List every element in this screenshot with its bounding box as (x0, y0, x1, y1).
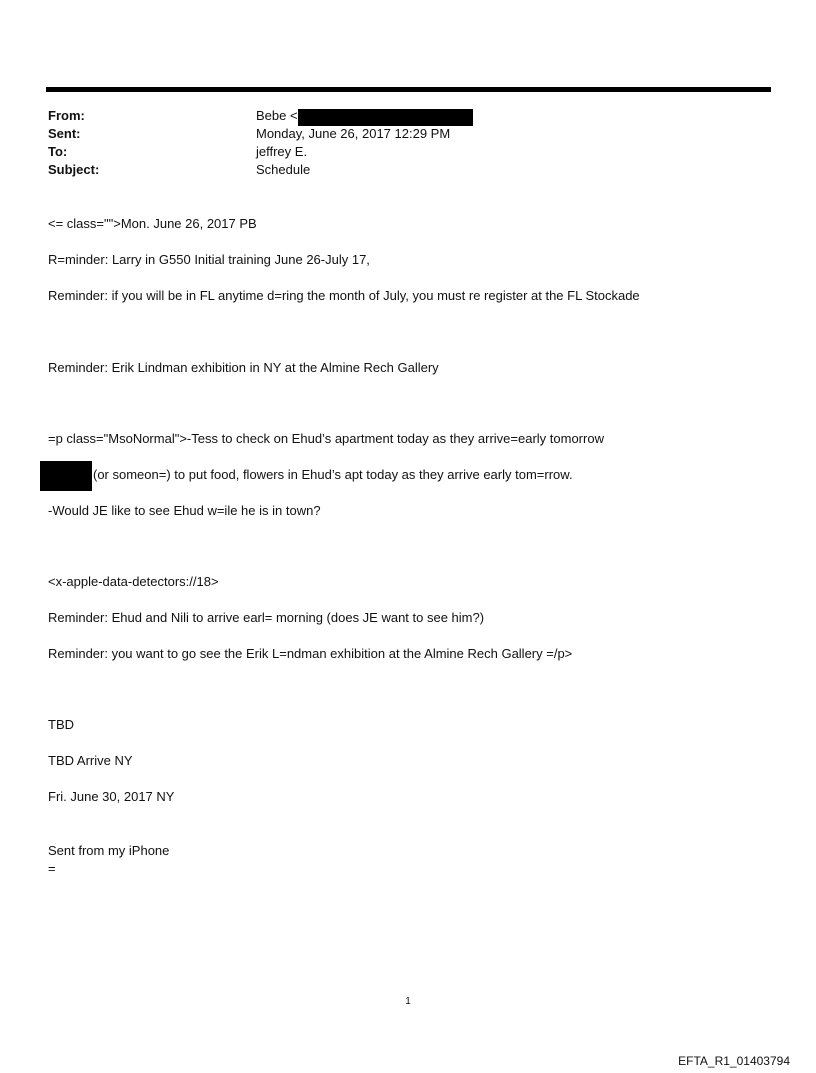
subject-label: Subject: (48, 162, 100, 177)
body-line: Reminder: Ehud and Nili to arrive earl= morning (does JE want to see him?) (48, 610, 485, 625)
sent-value: Monday, June 26, 2017 12:29 PM (256, 126, 451, 141)
body-line: (or someon=) to put food, flowers in Ehud’s apt today as they arrive early tom=rrow. (93, 467, 573, 482)
body-line: Reminder: you want to go see the Erik L=ndman exhibition at the Almine Rech Gallery =/p> (48, 646, 573, 661)
from-label: From: (48, 108, 85, 123)
to-label: To: (48, 144, 68, 159)
body-line: = (48, 861, 56, 876)
redaction-from-email (298, 109, 473, 126)
body-line: Fri. June 30, 2017 NY (48, 789, 175, 804)
body-line: <x-apple-data-detectors://18> (48, 574, 219, 589)
body-line: -Would JE like to see Ehud w=ile he is in town? (48, 503, 321, 518)
body-line: Reminder: Erik Lindman exhibition in NY at the Almine Rech Gallery (48, 360, 439, 375)
header-divider (46, 87, 771, 92)
subject-value: Schedule (256, 162, 311, 177)
body-line: =p class="MsoNormal">-Tess to check on Ehud’s apartment today as they arrive=early tomorrow (48, 431, 604, 446)
sent-label: Sent: (48, 126, 81, 141)
document-id: EFTA_R1_01403794 (678, 1054, 790, 1068)
redaction-name (40, 461, 92, 491)
from-value: Bebe < (256, 108, 298, 123)
body-line: TBD Arrive NY (48, 753, 133, 768)
signature-line: Sent from my iPhone (48, 843, 170, 858)
body-line: Reminder: if you will be in FL anytime d=ring the month of July, you must re register at the FL Stockade (48, 288, 640, 303)
to-value: jeffrey E. (256, 144, 308, 159)
page-number: 1 (405, 996, 411, 1007)
body-line: R=minder: Larry in G550 Initial training June 26-July 17, (48, 252, 370, 267)
body-line: <= class="">Mon. June 26, 2017 PB (48, 216, 257, 231)
body-line: TBD (48, 717, 74, 732)
